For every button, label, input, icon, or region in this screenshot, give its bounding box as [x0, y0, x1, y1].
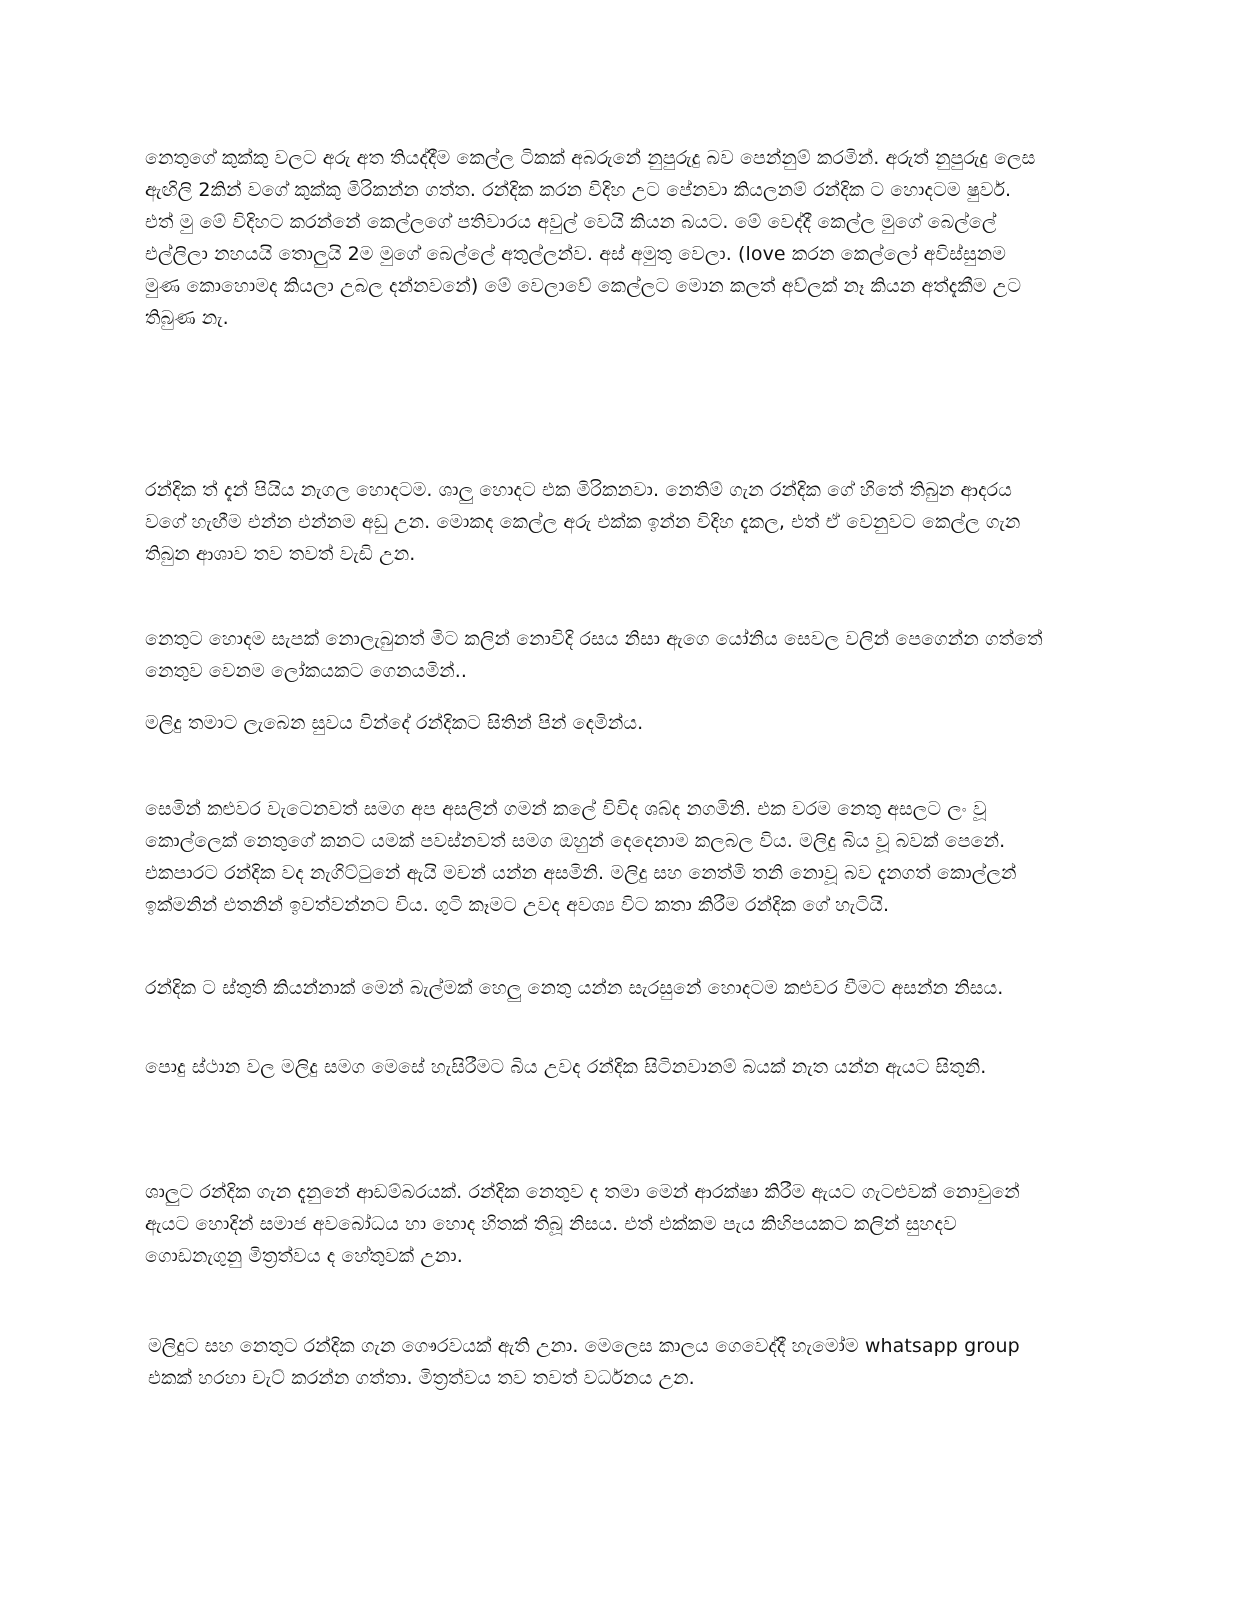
- paragraph-6: රන්දික ට ස්තුති කියන්නාක් මෙන් බැල්මක් හෙලු නෙතු යන්න සැරසුනේ හොදටම කළුවර වීමට අසන්න නිසය.: [145, 977, 1004, 999]
- paragraph-9: මලිදුට සහ නෙතුට රන්දික ගැන ගෞරවයක් ඇති උනා. මෙලෙස කාලය ගෙවෙද්දී හැමෝම whatsapp group එකක් හරහා චැට් කරන්න ගත්තා. මිත්‍රත්වය තව තවත් වර්ධනය උන.: [148, 1335, 1020, 1389]
- paragraph-3: නෙතුට හොදම සැපක් නොලැබුනත් මිට කලින් නොවිදි රසය නිසා ඇගෙ යෝනිය සෙවල වලින් පෙගෙන්න ගත්තේ නෙතුව වෙනම ලෝකයකට ගෙනයමින්..: [145, 628, 1043, 682]
- paragraph-7: පොදු ස්ථාන වල මලිදු සමග මෙසේ හැසිරීමට බිය උවද රන්දික සිටිනවානම් බයක් නැත යන්න ඇයට සිතුනි.: [145, 1056, 987, 1078]
- paragraph-8: ශාලුට රන්දික ගැන දැනුනේ ආඩම්බරයක්. රන්දික නෙතුව ද තමා මෙන් ආරක්ෂා කිරීම ඇයට ගැටළුවක් නොවුනේ ඇයට හොදින් සමාජ අවබෝධය හා හොද හිතක් තිබූ නිසය. එත් එක්කම පැය කිහිපයකට කලින් සුහදව ගොඩනැගුනු මිත්‍රත්වය ද හේතුවක් උනා.: [145, 1181, 1020, 1267]
- paragraph-2: රන්දික ත් දැන් පියිය නැගල හොදටම. ශාලු හොදට එක මිරිකනවා. නෙතිම් ගැන රන්දික ගේ හිතේ තිබුන ආදරය වගේ හැඟීම එන්න එන්නම අඩු උන. මොකද කෙල්ල අරු එක්ක ඉන්න විදිහ දැකල, එත් ඒ වෙනුවට කෙල්ල ගැන තිබුන ආශාව තව තවත් වැඩි උන.: [145, 479, 1021, 565]
- paragraph-4: මලිදු තමාට ලැබෙන සුවය වින්දේ රන්දිකට සිතින් පින් දෙමින්ය.: [145, 712, 644, 734]
- paragraph-1: නෙතුගේ කුක්කු වලට අරු අත තියද්දීම කෙල්ල ටිකක් අබරුනේ නුපුරුදු බව පෙන්නුම් කරමින්. අරුත් නුපුරුදු ලෙස ඇඟිලි 2කින් වගේ කුක්කු මිරිකන්න ගත්ත. රන්දික කරන විදිහ උට පේනවා කියලනම් රන්දික ට හොදටම ෂුවර්. එත් මු මේ විදිහට කරන්නේ කෙල්ලගේ පතිවාරය අවුල් වෙයි කියන බයට. මේ වෙද්දී කෙල්ල මුගේ බෙල්ලේ එල්ලිලා නහයයි තොලුයි 2ම මුගේ බෙල්ලේ අතුල්ලන්ව. අස් අමුතු වෙලා. (love කරන කෙල්ලෝ අවිස්සුනම මුණ කොහොමද කියලා උබල දන්නවනේ) මේ වෙලාවේ කෙල්ලට මොන කලත් අව්ලක් නෑ කියන අත්දැකීම උට තිබුණ නැ.: [145, 147, 1036, 329]
- paragraph-5: සෙමින් කළුවර වැටෙනවත් සමග අප අසලින් ගමන් කලේ විවිද ශබ්ද නගමිනි. එක වරම නෙතු අසලට ලං වූ කොල්ලෙක් නෙතුගේ කනට යමක් පවස්නවත් සමග ඔහුන් දෙදෙනාම කලබල විය. මලිදු බිය වූ බවක් පෙනේ. එකපාරට රන්දික වද නැගිට්ටුනේ ඇයි මචන් යන්න අසමිනි. මලිදු සහ නෙත්මි තනි නොවූ බව දැනගත් කොල්ලන් ඉක්මනින් එතනින් ඉවත්වන්නට විය. ගුටි කෑමට උවද අවශ්‍ය විට කතා කිරීම රන්දික ගේ හැටියි.: [145, 798, 1017, 916]
